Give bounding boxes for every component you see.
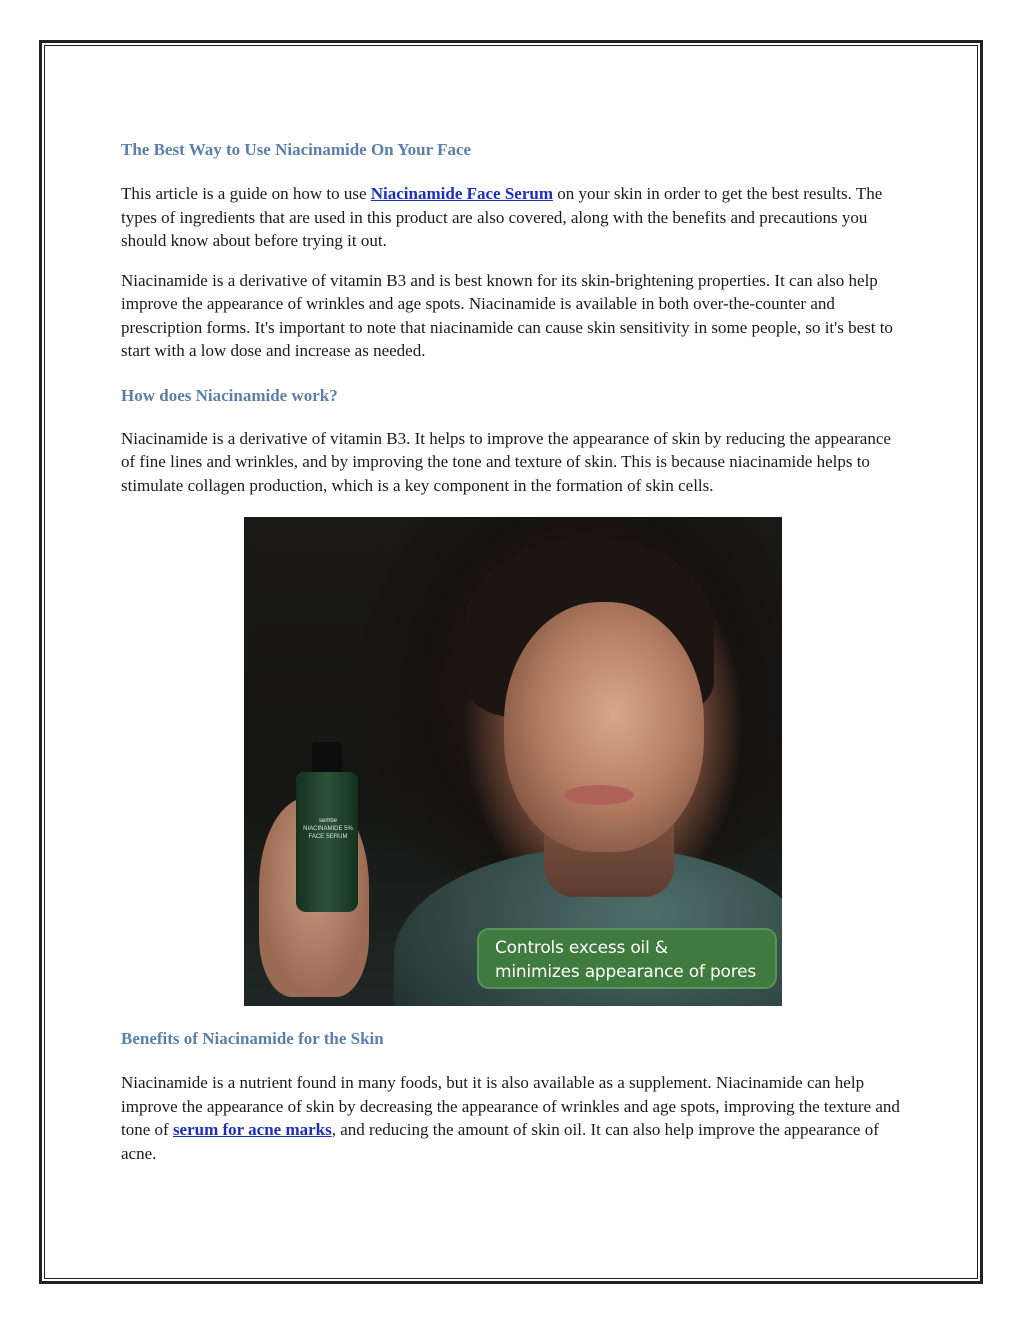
heading-how-it-works: How does Niacinamide work? <box>121 385 338 405</box>
article-body <box>121 136 903 1165</box>
photo-face <box>504 602 704 852</box>
bottle-brand: sembe <box>318 818 337 824</box>
photo-lips <box>564 785 634 805</box>
niacinamide-face-serum-link[interactable]: Niacinamide Face Serum <box>370 184 554 203</box>
benefits-paragraph <box>121 1071 903 1165</box>
derivative-paragraph: Niacinamide is a derivative of vitamin B3 and is best known for its skin-brightening properties. It can also help improve the appearance of wrinkles and age spots. Niacinamide is available in both over-the-counter and prescription forms. It's important to note that niacinamide can cause skin sensitivity in some people, so it's best to start with a low dose and increase as needed. <box>121 270 893 360</box>
serum-bottle-cap <box>312 742 342 776</box>
intro-paragraph <box>121 182 903 253</box>
intro-text-before: This article is a guide on how to use <box>121 184 371 203</box>
bottle-product-name: NIACINAMIDE 5% FACE SERUM <box>303 826 353 840</box>
how-it-works-paragraph: Niacinamide is a derivative of vitamin B3. It helps to improve the appearance of skin by reducing the appearance of fine lines and wrinkles, and by improving the tone and texture of skin. This is because niacinamide helps to stimulate collagen production, which is a key component in the formation of skin cells. <box>121 428 891 495</box>
serum-for-acne-marks-link[interactable]: serum for acne marks <box>172 1120 332 1139</box>
serum-bottle <box>296 772 358 912</box>
benefits-text-after: , and reducing the amount of skin oil. It can also help improve the appearance of acne. <box>121 1120 879 1163</box>
caption-line-1: Controls excess oil & <box>495 938 668 958</box>
heading-best-way: The Best Way to Use Niacinamide On Your Face <box>121 140 472 159</box>
serum-bottle-label <box>300 817 356 841</box>
caption-line-2: minimizes appearance of pores <box>495 962 757 982</box>
image-caption-badge <box>477 928 777 989</box>
heading-benefits: Benefits of Niacinamide for the Skin <box>121 1029 384 1048</box>
product-photo <box>244 517 782 1006</box>
benefits-text-before: Niacinamide is a nutrient found in many foods, but it is also available as a supplement. Niacinamide can help improve the appearance of skin by decreasing the appearance of wrinkles and age spots, improving the texture and tone of <box>121 1073 900 1139</box>
intro-text-after: on your skin in order to get the best results. The types of ingredients that are used in this product are also covered, along with the benefits and precautions you should know about before trying it out. <box>121 184 883 250</box>
